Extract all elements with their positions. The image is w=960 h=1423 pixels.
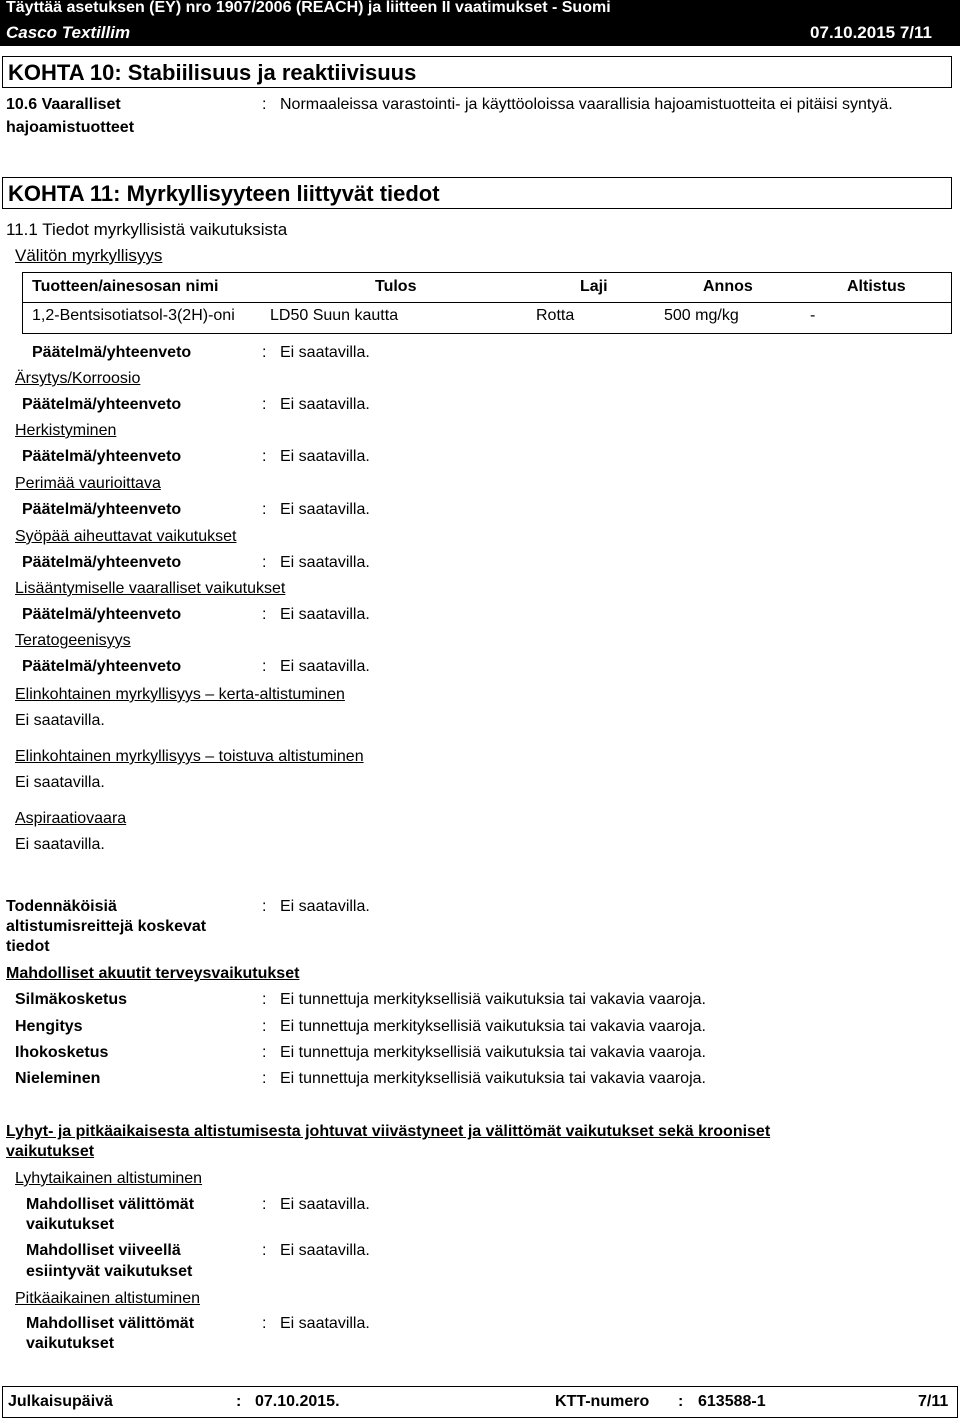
conclusion-value-teratogenicity: Ei saatavilla. xyxy=(280,658,370,675)
long-term-immediate-label: Mahdolliset välittömät xyxy=(26,1315,195,1332)
section-11-heading: KOHTA 11: Myrkyllisyyteen liittyvät tiedot xyxy=(8,181,440,206)
table-cell-dose: 500 mg/kg xyxy=(664,307,739,324)
irritation-heading: Ärsytys/Korroosio xyxy=(15,370,141,387)
colon: : xyxy=(262,991,267,1008)
colon: : xyxy=(262,1018,267,1035)
ingestion-label: Nieleminen xyxy=(15,1070,101,1087)
aspiration-value: Ei saatavilla. xyxy=(15,836,105,853)
colon: : xyxy=(262,1044,267,1061)
exposure-routes-label-3: tiedot xyxy=(6,938,50,955)
immediate-effects-label: Mahdolliset välittömät xyxy=(26,1196,195,1213)
exposure-routes-label: Todennäköisiä xyxy=(6,898,117,915)
reproductive-heading: Lisääntymiselle vaaralliset vaikutukset xyxy=(15,580,286,597)
skin-contact-value: Ei tunnettuja merkityksellisiä vaikutuksia tai vakavia vaaroja. xyxy=(280,1044,706,1061)
acute-toxicity-heading: Välitön myrkyllisyys xyxy=(15,246,163,265)
section-10-6-label-2: hajoamistuotteet xyxy=(6,119,135,136)
delayed-effects-heading: Lyhyt- ja pitkäaikaisesta altistumisesta johtuvat viivästyneet ja välittömät vaikutukset sekä krooniset xyxy=(6,1123,771,1140)
footer-date: 07.10.2015. xyxy=(255,1393,340,1410)
header-date-page: 07.10.2015 7/11 xyxy=(810,23,932,42)
footer-date-label: Julkaisupäivä xyxy=(8,1393,113,1410)
conclusion-label-irritation: Päätelmä/yhteenveto xyxy=(22,396,182,413)
colon: : xyxy=(262,554,267,571)
section-11-1-subheading: 11.1 Tiedot myrkyllisistä vaikutuksista xyxy=(6,220,288,239)
table-divider xyxy=(22,302,952,303)
short-term-heading: Lyhytaikainen altistuminen xyxy=(15,1170,203,1187)
table-header-dose: Annos xyxy=(703,278,753,295)
inhalation-value: Ei tunnettuja merkityksellisiä vaikutuksia tai vakavia vaaroja. xyxy=(280,1018,706,1035)
colon: : xyxy=(262,1242,267,1259)
table-header-species: Laji xyxy=(580,278,608,295)
colon: : xyxy=(262,658,267,675)
stot-repeated-heading: Elinkohtainen myrkyllisyys – toistuva altistuminen xyxy=(15,748,364,765)
product-bar xyxy=(0,19,960,46)
colon: : xyxy=(262,898,267,915)
stot-repeated-value: Ei saatavilla. xyxy=(15,774,105,791)
carcinogenicity-heading: Syöpää aiheuttavat vaikutukset xyxy=(15,528,237,545)
table-cell-name: 1,2-Bentsisotiatsol-3(2H)-oni xyxy=(32,307,235,324)
exposure-routes-label-2: altistumisreittejä koskevat xyxy=(6,918,207,935)
conclusion-value-mutagenicity: Ei saatavilla. xyxy=(280,501,370,518)
long-term-immediate-label-2: vaikutukset xyxy=(26,1335,115,1352)
conclusion-label-mutagenicity: Päätelmä/yhteenveto xyxy=(22,501,182,518)
table-cell-exposure: - xyxy=(810,307,816,324)
document-title-bar xyxy=(0,0,960,19)
colon: : xyxy=(262,1070,267,1087)
footer-page: 7/11 xyxy=(918,1393,949,1410)
conclusion-value-acute: Ei saatavilla. xyxy=(280,344,370,361)
conclusion-label-acute: Päätelmä/yhteenveto xyxy=(32,344,192,361)
section-11-heading-box xyxy=(2,177,952,209)
delayed-effects-heading-2: vaikutukset xyxy=(6,1143,95,1160)
conclusion-value-sensitisation: Ei saatavilla. xyxy=(280,448,370,465)
table-cell-species: Rotta xyxy=(536,307,575,324)
colon: : xyxy=(262,1315,267,1332)
product-name: Casco Textillim xyxy=(6,23,131,42)
colon: : xyxy=(262,606,267,623)
colon: : xyxy=(678,1393,684,1410)
conclusion-value-reproductive: Ei saatavilla. xyxy=(280,606,370,623)
stot-single-value: Ei saatavilla. xyxy=(15,712,105,729)
footer-ktt-label: KTT-numero xyxy=(555,1393,650,1410)
conclusion-label-sensitisation: Päätelmä/yhteenveto xyxy=(22,448,182,465)
skin-contact-label: Ihokosketus xyxy=(15,1044,109,1061)
eye-contact-value: Ei tunnettuja merkityksellisiä vaikutuksia tai vakavia vaaroja. xyxy=(280,991,706,1008)
section-10-heading-box xyxy=(2,56,952,88)
long-term-heading: Pitkäaikainen altistuminen xyxy=(15,1290,200,1307)
teratogenicity-heading: Teratogeenisyys xyxy=(15,632,131,649)
colon: : xyxy=(262,448,267,465)
colon: : xyxy=(262,396,267,413)
table-header-exposure: Altistus xyxy=(847,278,906,295)
colon: : xyxy=(262,1196,267,1213)
sensitisation-heading: Herkistyminen xyxy=(15,422,117,439)
conclusion-label-carcinogenicity: Päätelmä/yhteenveto xyxy=(22,554,182,571)
table-header-result: Tulos xyxy=(375,278,417,295)
ingestion-value: Ei tunnettuja merkityksellisiä vaikutuksia tai vakavia vaaroja. xyxy=(280,1070,706,1087)
stot-single-heading: Elinkohtainen myrkyllisyys – kerta-altistuminen xyxy=(15,686,345,703)
footer-ktt-number: 613588-1 xyxy=(698,1393,766,1410)
colon: : xyxy=(262,501,267,518)
inhalation-label: Hengitys xyxy=(15,1018,83,1035)
section-10-6-label: 10.6 Vaaralliset xyxy=(6,96,121,113)
eye-contact-label: Silmäkosketus xyxy=(15,991,128,1008)
exposure-routes-value: Ei saatavilla. xyxy=(280,898,370,915)
conclusion-label-teratogenicity: Päätelmä/yhteenveto xyxy=(22,658,182,675)
table-header-name: Tuotteen/ainesosan nimi xyxy=(32,278,219,295)
table-cell-result: LD50 Suun kautta xyxy=(270,307,399,324)
colon: : xyxy=(236,1393,242,1410)
delayed-effects-label: Mahdolliset viiveellä xyxy=(26,1242,181,1259)
section-10-heading: KOHTA 10: Stabiilisuus ja reaktiivisuus xyxy=(8,60,417,85)
footer-box xyxy=(2,1386,958,1418)
delayed-effects-value: Ei saatavilla. xyxy=(280,1242,370,1259)
mutagenicity-heading: Perimää vaurioittava xyxy=(15,475,161,492)
long-term-immediate-value: Ei saatavilla. xyxy=(280,1315,370,1332)
colon: : xyxy=(262,344,267,361)
acute-effects-heading: Mahdolliset akuutit terveysvaikutukset xyxy=(6,965,300,982)
section-10-6-value: Normaaleissa varastointi- ja käyttöoloissa vaarallisia hajoamistuotteita ei pitäisi syntyä. xyxy=(280,96,893,113)
immediate-effects-label-2: vaikutukset xyxy=(26,1216,115,1233)
conclusion-value-irritation: Ei saatavilla. xyxy=(280,396,370,413)
delayed-effects-label-2: esiintyvät vaikutukset xyxy=(26,1263,193,1280)
immediate-effects-value: Ei saatavilla. xyxy=(280,1196,370,1213)
conclusion-value-carcinogenicity: Ei saatavilla. xyxy=(280,554,370,571)
aspiration-heading: Aspiraatiovaara xyxy=(15,810,127,827)
document-title: Täyttää asetuksen (EY) nro 1907/2006 (REACH) ja liitteen II vaatimukset - Suomi xyxy=(6,0,611,16)
colon: : xyxy=(262,96,267,113)
conclusion-label-reproductive: Päätelmä/yhteenveto xyxy=(22,606,182,623)
